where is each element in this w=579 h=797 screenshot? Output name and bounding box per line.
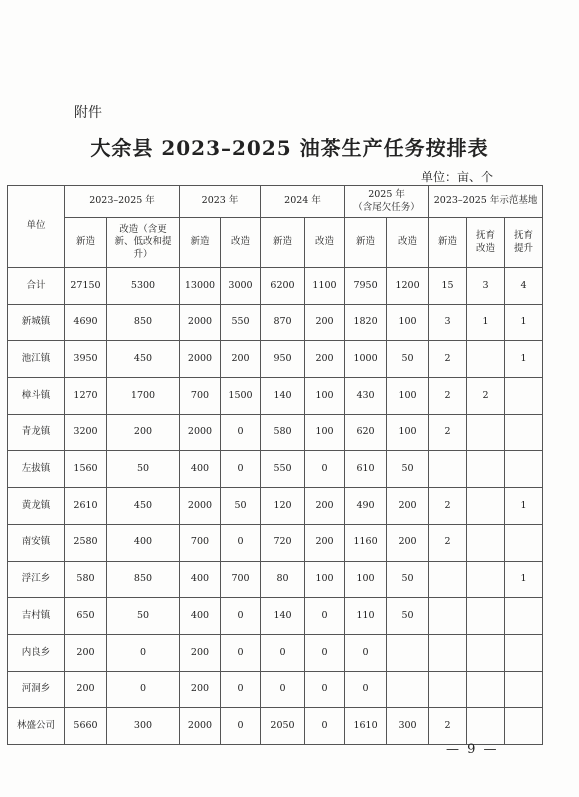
table-cell: 7950 [345, 268, 387, 305]
table-cell: 13000 [180, 268, 221, 305]
table-cell: 1100 [305, 268, 345, 305]
table-row [8, 708, 543, 745]
table-cell: 400 [107, 524, 180, 561]
table-cell: 0 [345, 634, 387, 671]
unit-note: 单位：亩、个 [421, 170, 494, 184]
table-cell: 0 [305, 708, 345, 745]
table-cell: 1 [505, 561, 543, 598]
table-cell: 100 [305, 414, 345, 451]
table-cell: 3000 [221, 268, 261, 305]
table-cell: 200 [65, 671, 107, 708]
table-cell: 1820 [345, 304, 387, 341]
table-cell: 0 [261, 671, 305, 708]
table-row [8, 341, 543, 378]
table-body [8, 268, 543, 745]
table-row [8, 671, 543, 708]
table-cell [505, 451, 543, 488]
header-fuyu-tisheng: 抚育提升 [505, 218, 543, 268]
header-renovate: 改造 [305, 218, 345, 268]
table-cell [505, 598, 543, 635]
table-cell: 0 [305, 671, 345, 708]
table-cell [467, 414, 505, 451]
table-cell: 0 [305, 598, 345, 635]
header-fuyu-gaizao: 抚育改造 [467, 218, 505, 268]
table-cell: 1160 [345, 524, 387, 561]
table-cell: 50 [387, 341, 429, 378]
document-title: 大余县 2023–2025 油茶生产任务按排表 [90, 136, 489, 160]
table-cell: 2 [429, 378, 467, 415]
table-cell: 450 [107, 341, 180, 378]
table-cell: 2 [429, 708, 467, 745]
table-row [8, 598, 543, 635]
table-cell: 2 [429, 414, 467, 451]
table-cell: 140 [261, 598, 305, 635]
table-cell [505, 708, 543, 745]
table-cell: 1500 [221, 378, 261, 415]
table-cell: 100 [387, 414, 429, 451]
table-cell: 100 [387, 304, 429, 341]
table-cell [505, 378, 543, 415]
table-cell: 2 [429, 524, 467, 561]
attachment-label: 附件 [74, 105, 102, 121]
table-cell: 700 [221, 561, 261, 598]
header-new: 新造 [261, 218, 305, 268]
table-cell: 1270 [65, 378, 107, 415]
table-cell: 2050 [261, 708, 305, 745]
table-cell: 300 [107, 708, 180, 745]
table-row [8, 634, 543, 671]
table-cell: 1700 [107, 378, 180, 415]
table-cell: 27150 [65, 268, 107, 305]
table-cell: 15 [429, 268, 467, 305]
table-cell: 400 [180, 451, 221, 488]
table-cell: 700 [180, 524, 221, 561]
row-unit-name: 黄龙镇 [8, 488, 65, 525]
table-cell: 140 [261, 378, 305, 415]
table-row [8, 268, 543, 305]
table-cell: 200 [305, 524, 345, 561]
table-cell: 6200 [261, 268, 305, 305]
table-cell [467, 634, 505, 671]
table-cell: 5660 [65, 708, 107, 745]
table-cell: 4690 [65, 304, 107, 341]
table-cell [505, 634, 543, 671]
table-cell: 1560 [65, 451, 107, 488]
table-cell: 400 [180, 598, 221, 635]
table-cell: 1 [505, 341, 543, 378]
header-renovate: 改造 [387, 218, 429, 268]
table-cell: 0 [107, 671, 180, 708]
header-group-2023: 2023 年 [180, 186, 261, 218]
row-unit-name: 左拔镇 [8, 451, 65, 488]
table-cell [467, 524, 505, 561]
header-new: 新造 [180, 218, 221, 268]
table-cell: 580 [65, 561, 107, 598]
table-cell: 0 [107, 634, 180, 671]
table-cell: 2610 [65, 488, 107, 525]
table-cell: 720 [261, 524, 305, 561]
table-cell: 0 [261, 634, 305, 671]
table-cell: 50 [387, 451, 429, 488]
table-cell [505, 414, 543, 451]
table-cell: 700 [180, 378, 221, 415]
table-cell: 200 [221, 341, 261, 378]
table-cell: 610 [345, 451, 387, 488]
row-unit-name: 林盛公司 [8, 708, 65, 745]
table-cell: 50 [221, 488, 261, 525]
table-row [8, 304, 543, 341]
header-new: 新造 [65, 218, 107, 268]
table-cell [505, 671, 543, 708]
table-cell [467, 671, 505, 708]
table-cell: 300 [387, 708, 429, 745]
table-cell: 0 [221, 708, 261, 745]
table-cell [429, 451, 467, 488]
table-cell: 0 [221, 671, 261, 708]
table-cell: 3200 [65, 414, 107, 451]
table-cell: 4 [505, 268, 543, 305]
table-row [8, 414, 543, 451]
table-cell: 550 [261, 451, 305, 488]
row-unit-name: 内良乡 [8, 634, 65, 671]
table-cell: 620 [345, 414, 387, 451]
table-cell [429, 634, 467, 671]
table-cell: 0 [221, 598, 261, 635]
table-cell: 200 [65, 634, 107, 671]
table-cell: 110 [345, 598, 387, 635]
table-cell: 2000 [180, 341, 221, 378]
table-cell: 850 [107, 304, 180, 341]
table-cell: 2000 [180, 414, 221, 451]
table-cell [429, 561, 467, 598]
table-cell [467, 598, 505, 635]
table-cell [467, 341, 505, 378]
table-cell: 2 [429, 488, 467, 525]
table-cell: 3 [467, 268, 505, 305]
table-cell [429, 598, 467, 635]
row-unit-name: 青龙镇 [8, 414, 65, 451]
table-cell: 3950 [65, 341, 107, 378]
header-unit: 单位 [8, 186, 65, 268]
header-renovate-full: 改造（含更新、低改和提升） [107, 218, 180, 268]
table-cell: 2000 [180, 304, 221, 341]
row-unit-name: 南安镇 [8, 524, 65, 561]
table-cell: 200 [387, 488, 429, 525]
table-cell [467, 488, 505, 525]
table-cell: 1 [505, 304, 543, 341]
row-unit-name: 浮江乡 [8, 561, 65, 598]
table-cell [387, 634, 429, 671]
table-cell: 50 [387, 561, 429, 598]
table-row [8, 561, 543, 598]
table-cell: 100 [305, 378, 345, 415]
table-cell: 870 [261, 304, 305, 341]
table-cell: 1200 [387, 268, 429, 305]
table-cell: 580 [261, 414, 305, 451]
table-cell: 200 [387, 524, 429, 561]
table-cell: 2000 [180, 708, 221, 745]
table-cell: 120 [261, 488, 305, 525]
table-cell: 400 [180, 561, 221, 598]
table-cell: 430 [345, 378, 387, 415]
header-group-demo-base: 2023–2025 年示范基地 [429, 186, 543, 218]
table-cell [467, 708, 505, 745]
table-cell: 1000 [345, 341, 387, 378]
table-cell: 1610 [345, 708, 387, 745]
table-cell: 2 [467, 378, 505, 415]
table-cell [467, 451, 505, 488]
table-cell: 1 [505, 488, 543, 525]
table-cell: 200 [305, 488, 345, 525]
row-unit-name: 河洞乡 [8, 671, 65, 708]
page-number: — 9 — [446, 742, 499, 757]
table-cell: 80 [261, 561, 305, 598]
table-cell [505, 524, 543, 561]
header-renovate: 改造 [221, 218, 261, 268]
table-row [8, 524, 543, 561]
table-cell: 200 [305, 341, 345, 378]
header-group-2024: 2024 年 [261, 186, 345, 218]
table-cell: 50 [107, 598, 180, 635]
row-unit-name: 吉村镇 [8, 598, 65, 635]
table-cell: 450 [107, 488, 180, 525]
table-cell: 50 [387, 598, 429, 635]
table-cell: 100 [305, 561, 345, 598]
table-cell [387, 671, 429, 708]
table-cell: 0 [221, 524, 261, 561]
table-cell: 200 [305, 304, 345, 341]
table-cell: 0 [345, 671, 387, 708]
table-cell: 200 [180, 634, 221, 671]
table-row [8, 378, 543, 415]
header-group-2025: 2025 年 （含尾欠任务） [345, 186, 429, 218]
task-table [7, 185, 543, 745]
table-cell: 50 [107, 451, 180, 488]
table-cell: 490 [345, 488, 387, 525]
table-cell: 0 [305, 451, 345, 488]
table-cell: 3 [429, 304, 467, 341]
table-cell: 0 [221, 634, 261, 671]
table-cell [429, 671, 467, 708]
row-unit-name: 合计 [8, 268, 65, 305]
table-cell: 2000 [180, 488, 221, 525]
table-cell: 2580 [65, 524, 107, 561]
row-unit-name: 新城镇 [8, 304, 65, 341]
row-unit-name: 池江镇 [8, 341, 65, 378]
header-group-total: 2023–2025 年 [65, 186, 180, 218]
table-cell: 0 [221, 451, 261, 488]
table-row [8, 488, 543, 525]
table-cell: 950 [261, 341, 305, 378]
table-cell: 100 [387, 378, 429, 415]
table-cell: 550 [221, 304, 261, 341]
table-cell: 2 [429, 341, 467, 378]
table-cell: 5300 [107, 268, 180, 305]
table-cell [467, 561, 505, 598]
table-cell: 200 [107, 414, 180, 451]
header-new: 新造 [345, 218, 387, 268]
table-cell: 200 [180, 671, 221, 708]
table-cell: 1 [467, 304, 505, 341]
table-cell: 850 [107, 561, 180, 598]
table-row [8, 451, 543, 488]
table-cell: 100 [345, 561, 387, 598]
row-unit-name: 樟斗镇 [8, 378, 65, 415]
header-new: 新造 [429, 218, 467, 268]
table-cell: 0 [221, 414, 261, 451]
table-cell: 0 [305, 634, 345, 671]
table-cell: 650 [65, 598, 107, 635]
